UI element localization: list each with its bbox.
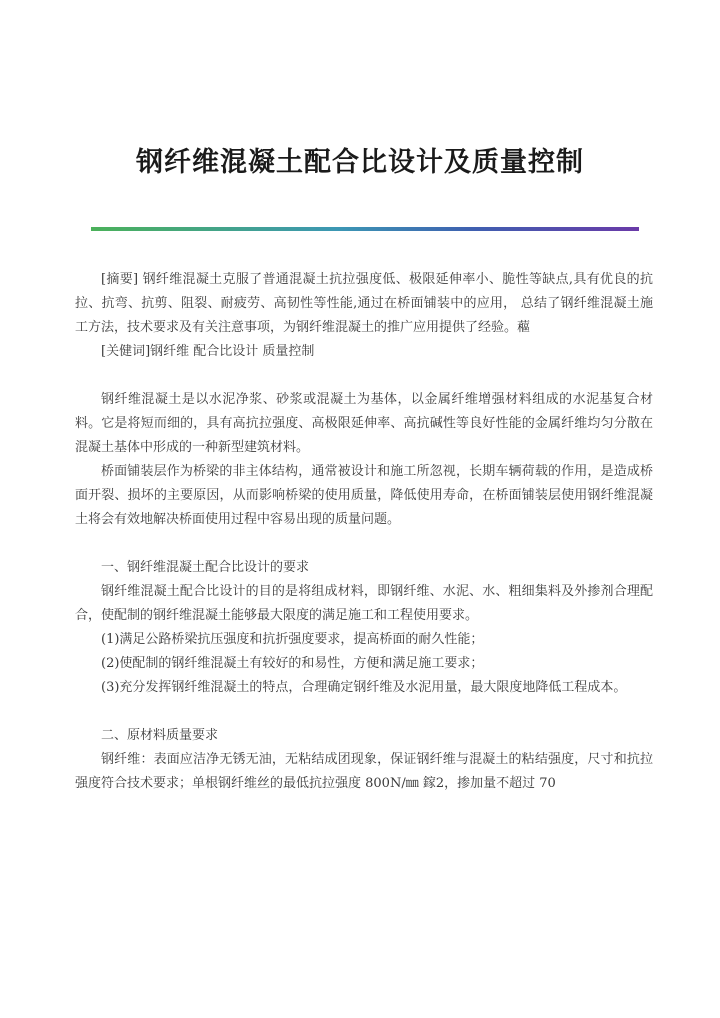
paragraph-gap (75, 364, 653, 388)
section-1-item-1: (1)满足公路桥梁抗压强度和抗折强度要求，提高桥面的耐久性能； (101, 632, 484, 647)
section-1-item-3: (3)充分发挥钢纤维混凝土的特点，合理确定钢纤维及水泥用量，最大限度地降低工程成本。 (101, 680, 627, 695)
intro-paragraph-1: 钢纤维混凝土是以水泥净浆、砂浆或混凝土为基体，以金属纤维增强材料组成的水泥基复合材料。它是将短而细的，具有高抗拉强度、高极限延伸率、高抗碱性等良好性能的金属纤维均匀分散在混凝土基体中形成的一种新型建筑材料。 (75, 392, 653, 455)
abstract-paragraph: [摘要] 钢纤维混凝土克服了普通混凝土抗拉强度低、极限延伸率小、脆性等缺点,具有优良的抗拉、抗弯、抗剪、阻裂、耐疲劳、高韧性等性能,通过在桥面铺装中的应用， 总结了钢纤维混凝土施工方法，技术要求及有关注意事项，为钢纤维混凝土的推广应用提供了经验。藲 (75, 272, 653, 335)
section-1-heading: 一、钢纤维混凝土配合比设计的要求 (101, 560, 310, 575)
section-1-item-2: (2)使配制的钢纤维混凝土有较好的和易性，方便和满足施工要求； (101, 656, 484, 671)
intro-paragraph-2: 桥面铺装层作为桥梁的非主体结构，通常被设计和施工所忽视，长期车辆荷载的作用，是造成桥面开裂、损坏的主要原因，从而影响桥梁的使用质量，降低使用寿命，在桥面铺装层使用钢纤维混凝土将会有效地解决桥面使用过程中容易出现的质量问题。 (75, 464, 653, 527)
title-divider (91, 227, 639, 231)
keywords-paragraph: [关健词]钢纤维 配合比设计 质量控制 (101, 344, 315, 359)
section-1-paragraph: 钢纤维混凝土配合比设计的目的是将组成材料，即钢纤维、水泥、水、粗细集料及外掺剂合理配合，使配制的钢纤维混凝土能够最大限度的满足施工和工程使用要求。 (75, 584, 653, 623)
paragraph-gap (75, 532, 653, 556)
section-2-paragraph: 钢纤维：表面应洁净无锈无油，无粘结成团现象，保证钢纤维与混凝土的粘结强度，尺寸和抗拉强度符合技术要求；单根钢纤维丝的最低抗拉强度 800N/㎜ 鎵2，掺加量不超过 70 (75, 752, 653, 791)
section-2-heading: 二、原材料质量要求 (101, 728, 219, 743)
paragraph-gap (75, 700, 653, 724)
document-body (75, 268, 653, 796)
document-title: 钢纤维混凝土配合比设计及质量控制 (136, 147, 584, 178)
